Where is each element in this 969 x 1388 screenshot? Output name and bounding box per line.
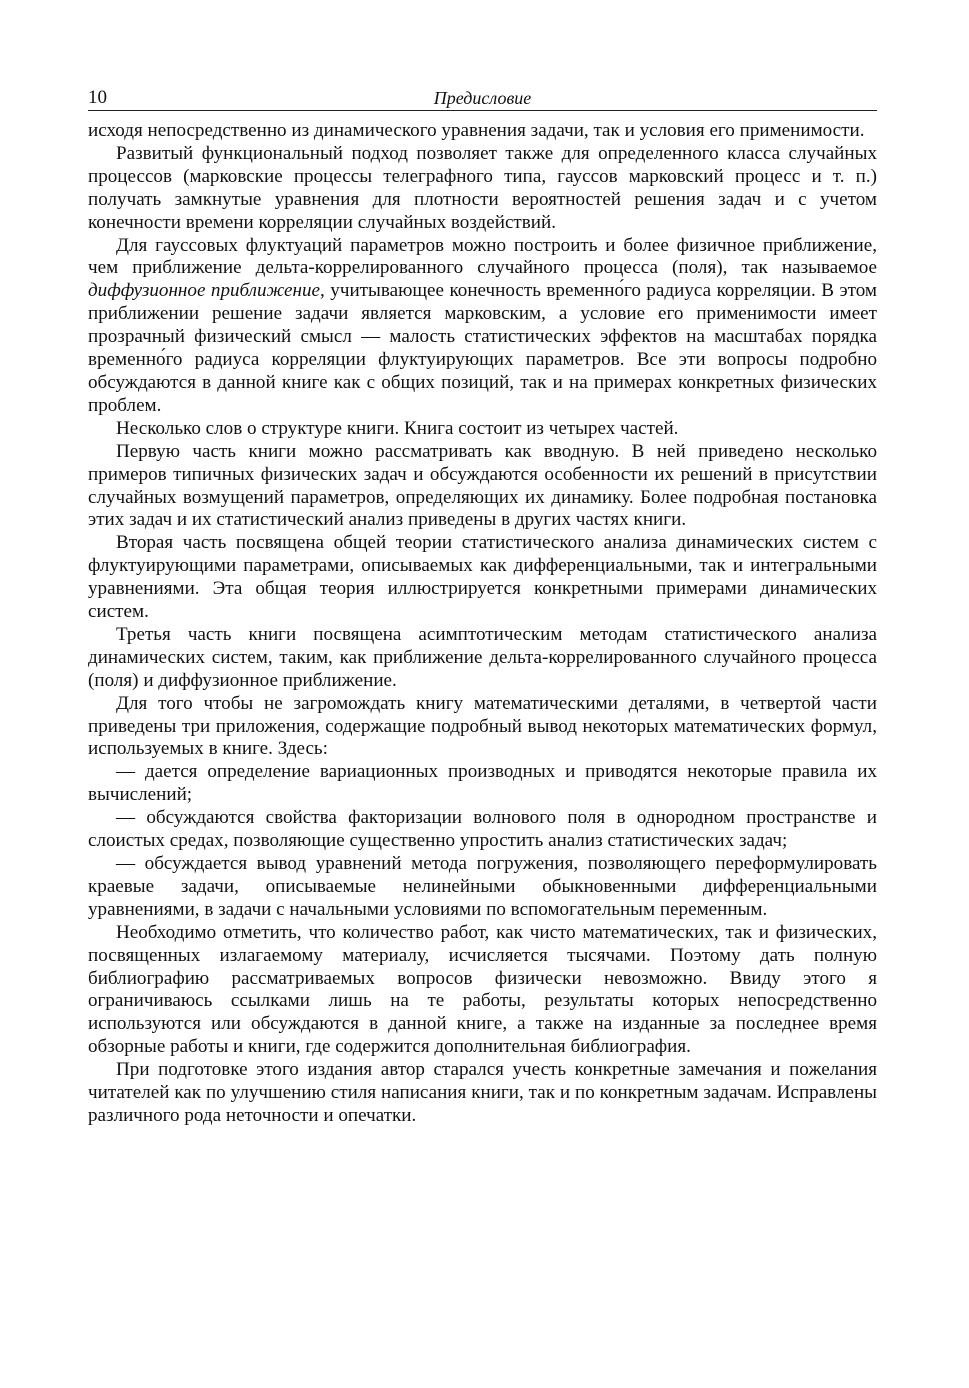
paragraph: Первую часть книги можно рассматривать как вводную. В ней приведено несколько примеров типичных физических задач и обсуждаются особенности их решений в присутствии случайных возмущений параметров, определяющих их динамику. Более подробная постановка этих задач и их статистический анализ приведены в других частях книги. — [88, 440, 877, 531]
running-head-title: Предисловие — [433, 88, 532, 108]
body-text — [88, 120, 877, 1128]
paragraph: Для того чтобы не загромождать книгу математическими деталями, в четвертой части приведены три приложения, содержащие подробный вывод некоторых математических формул, используемых в книге. Здесь: — [88, 692, 877, 760]
running-head — [88, 86, 877, 111]
paragraph: Развитый функциональный подход позволяет также для определенного класса случайных процессов (марковские процессы телеграфного типа, гауссов марковский процесс и т. п.) получать замкнутые уравнения для плотности вероятностей решения задач и с учетом конечности времени корреляции случайных воздействий. — [88, 142, 877, 233]
paragraph — [88, 235, 877, 418]
emphasized-term: диффузионное приближение — [88, 280, 321, 302]
list-item: — обсуждается вывод уравнений метода погружения, позволяющего переформулировать краевые задачи, описываемые нелинейными обыкновенными дифференциальными уравнениями, в задачи с начальными условиями по вспомогательным переменным. — [88, 853, 877, 920]
paragraph: Несколько слов о структуре книги. Книга состоит из четырех частей. — [116, 417, 679, 439]
paragraph: Необходимо отметить, что количество работ, как чисто математических, так и физических, посвященных излагаемому материалу, исчисляется тысячами. Поэтому дать полную библиографию рассматриваемых вопросов физически невозможно. Ввиду этого я ограничиваюсь ссылками лишь на те работы, результаты которых непосредственно используются или обсуждаются в данной книге, а также на изданные за последнее время обзорные работы и книги, где содержится дополнительная библиография. — [88, 921, 877, 1058]
book-page — [88, 86, 877, 1128]
paragraph: исходя непосредственно из динамического уравнения задачи, так и условия его применимости. — [88, 120, 865, 141]
list-item: — дается определение вариационных производных и приводятся некоторые правила их вычислений; — [88, 761, 877, 806]
paragraph-text: Для гауссовых флуктуаций параметров можно построить и более физичное приближение, чем приближение дельта-коррелированного случайного процесса (поля), так называемое — [88, 234, 877, 279]
paragraph-text: , учитывающее конечность временно́го радиуса корреляции. В этом приближении решение задачи является марковским, а условие его применимости имеет прозрачный физический смысл — малость статистических эффектов на масштабах порядка временно́го радиуса корреляции флуктуирующих параметров. Все эти вопросы подробно обсуждаются в данной книге как с общих позиций, так и на примерах конкретных физических проблем. — [88, 280, 877, 416]
paragraph: Третья часть книги посвящена асимптотическим методам статистического анализа динамических систем, таким, как приближение дельта-коррелированного случайного процесса (поля) и диффузионное приближение. — [88, 623, 877, 691]
page-number: 10 — [88, 87, 107, 108]
paragraph: При подготовке этого издания автор старался учесть конкретные замечания и пожелания читателей как по улучшению стиля написания книги, так и по конкретным задачам. Исправлены различного рода неточности и опечатки. — [88, 1059, 877, 1126]
paragraph: Вторая часть посвящена общей теории статистического анализа динамических систем с флуктуирующими параметрами, описываемых как дифференциальными, так и интегральными уравнениями. Эта общая теория иллюстрируется конкретными примерами динамических систем. — [88, 532, 877, 623]
list-item: — обсуждаются свойства факторизации волнового поля в однородном пространстве и слоистых средах, позволяющие существенно упростить анализ статистических задач; — [88, 807, 877, 852]
